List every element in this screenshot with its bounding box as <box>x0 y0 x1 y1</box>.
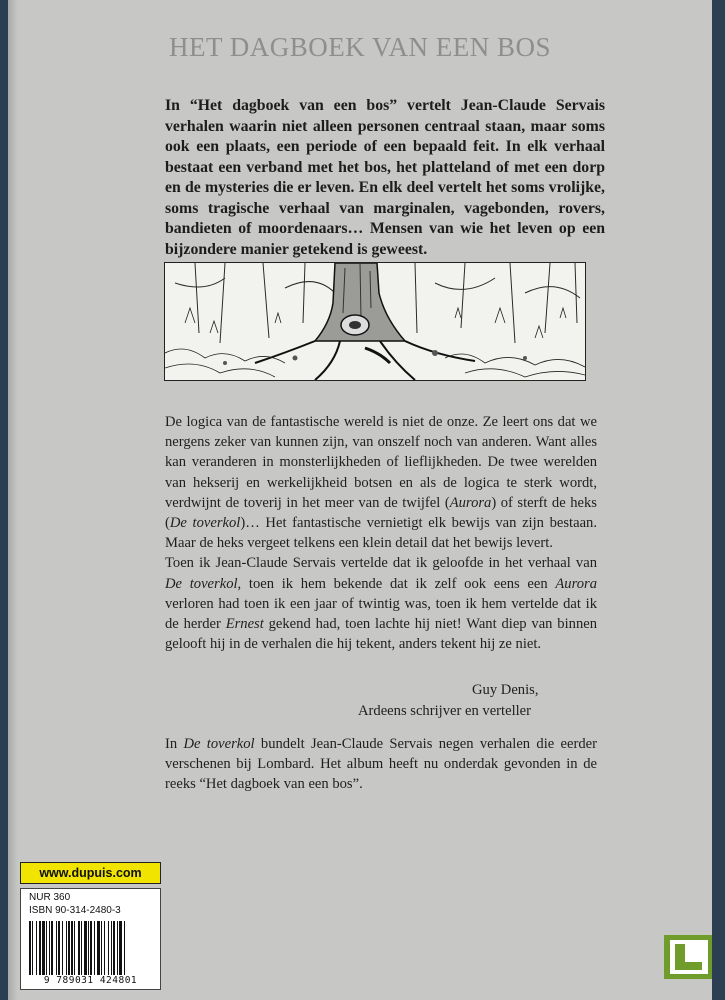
barcode-bar <box>49 921 50 975</box>
foreword-p2-title-toverkol: De toverkol <box>165 575 238 592</box>
back-cover <box>8 0 712 1000</box>
publisher-url: www.dupuis.com <box>20 862 161 884</box>
barcode-bar <box>68 921 70 975</box>
foreword-text <box>165 412 597 654</box>
foreword-p2-name-ernest: Ernest <box>225 616 264 633</box>
barcode-bar <box>42 921 45 975</box>
barcode-icon <box>29 921 152 975</box>
series-title: HET DAGBOEK VAN EEN BOS <box>168 32 552 62</box>
barcode-digits: 9 789031 424801 <box>43 975 138 986</box>
foreword-p1-part3: )… Het fantastische vernietigt elk bewijs van zijn bestaan. Maar de heks vergeet telkens een klein detail dat het bewijs levert. <box>165 515 597 552</box>
barcode-bar <box>108 921 109 975</box>
foreword-p2-part3: verloren had toen ik een jaar of twintig was, toen ik hem vertelde dat ik de herder <box>165 595 597 633</box>
barcode-bar <box>124 921 125 975</box>
barcode-bar <box>74 921 75 975</box>
isbn-code: ISBN 90-314-2480-3 <box>29 905 121 916</box>
dupuis-logo-icon <box>664 935 712 979</box>
barcode-bar <box>46 921 47 975</box>
barcode-bar <box>104 921 105 975</box>
foreword-p1-part1: De logica van de fantastische wereld is niet de onze. Ze leert ons dat we nergens zeker van kunnen zijn, van onszelf noch van anderen. Want alles kan veranderen in monsterlijkheden of lieflijkheden. De twee werelden van hekserij en werkelijkheid botsen en als de logica te sterk wordt, verdwijnt de toverij in het meer van de twijfel ( <box>165 414 597 511</box>
foreword-p2-part2: , toen ik hem bekende dat ik zelf ook eens een <box>237 575 556 592</box>
barcode-bar <box>113 921 115 975</box>
barcode-bar <box>71 921 73 975</box>
barcode-bar <box>78 921 80 975</box>
barcode-bar <box>62 921 63 975</box>
barcode-bar <box>51 921 53 975</box>
barcode-bar <box>111 921 112 975</box>
foreword-p2-title-aurora: Aurora <box>555 575 597 592</box>
barcode-bar <box>88 921 89 975</box>
foreword-title-aurora: Aurora <box>449 494 492 511</box>
signature <box>358 680 598 721</box>
barcode-bar <box>84 921 87 975</box>
closing-part2: bundelt Jean-Claude Servais negen verhalen die eerder verschenen bij Lombard. Het album heeft nu onderdak gevonden in de reeks “Het dagboek van een bos”. <box>165 736 597 793</box>
barcode-bar <box>66 921 67 975</box>
barcode-bar <box>101 921 102 975</box>
nur-code: NUR 360 <box>29 892 71 903</box>
intro-paragraph: In “Het dagboek van een bos” vertelt Jean-Claude Servais verhalen waarin niet alleen personen centraal staan, maar soms ook een plaats, een periode of een bepaald feit. In elk verhaal bestaat een verband met het bos, het platteland of met een dorp en de mysteries die er leven. En elk deel vertelt het soms vrolijke, soms tragische verhaal van marginalen, vagebonden, rovers, bandieten of moordenaars… Mensen van wie het leven op een bijzondere manier getekend is geweest. <box>165 97 605 258</box>
spine-shading <box>8 0 18 1000</box>
barcode-bar <box>29 921 31 975</box>
closing-title: De toverkol <box>183 736 255 752</box>
foreword-p2-part1: Toen ik Jean-Claude Servais vertelde dat ik geloofde in het verhaal van <box>165 555 597 572</box>
barcode-bar <box>58 921 60 975</box>
barcode-bar <box>90 921 92 975</box>
foreword-title-toverkol: De toverkol <box>169 515 241 532</box>
barcode-bar <box>94 921 95 975</box>
barcode-bar <box>117 921 118 975</box>
foreword-p1-part2: ) of sterft de heks ( <box>165 494 597 532</box>
closing-paragraph <box>165 734 597 795</box>
forest-illustration-drawing <box>165 263 585 380</box>
barcode-bar <box>81 921 82 975</box>
barcode-label <box>20 888 161 990</box>
barcode-bar <box>97 921 100 975</box>
forest-illustration <box>164 262 586 381</box>
closing-part1: In <box>165 736 184 752</box>
foreword-p2-part4: gekend had, toen lachte hij niet! Want diep van binnen gelooft hij in de verhalen die hij tekent, anders tekent hij ze niet. <box>165 616 598 653</box>
barcode-bar <box>39 921 41 975</box>
barcode-bar <box>32 921 33 975</box>
author-role: Ardeens schrijver en verteller <box>358 702 532 719</box>
author-name: Guy Denis, <box>472 682 539 698</box>
barcode-bar <box>36 921 37 975</box>
barcode-bar <box>119 921 122 975</box>
barcode-bar <box>56 921 57 975</box>
